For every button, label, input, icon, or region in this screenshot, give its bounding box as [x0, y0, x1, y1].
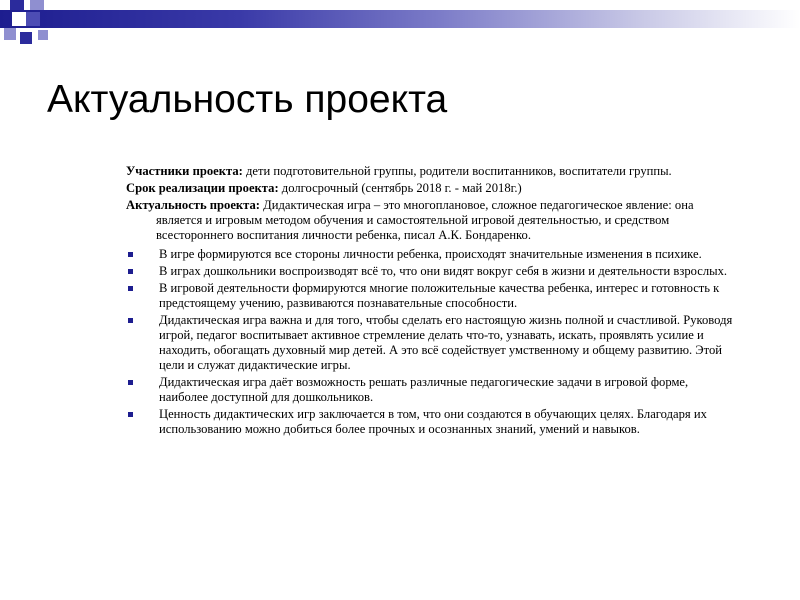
list-item: [126, 264, 736, 279]
relevance-label: Актуальность проекта:: [126, 198, 261, 212]
duration-label: Срок реализации проекта:: [126, 181, 279, 195]
slide-body: [126, 164, 736, 439]
decorative-square: [20, 32, 32, 44]
decorative-square: [10, 0, 24, 10]
square-bullet-icon: [128, 286, 133, 291]
bullet-text: В игровой деятельности формируются многие положительные качества ребенка, интерес и готовность к предстоящему учению, развиваются познавательные способности.: [159, 281, 720, 310]
bullet-text: В игре формируются все стороны личности ребенка, происходят значительные изменения в психике.: [159, 247, 702, 261]
square-bullet-icon: [128, 412, 133, 417]
participants-label: Участники проекта:: [126, 164, 243, 178]
participants-paragraph: [126, 164, 736, 179]
bullet-list: [126, 247, 736, 437]
square-bullet-icon: [128, 252, 133, 257]
slide-title: Актуальность проекта: [47, 78, 448, 121]
list-item: [126, 247, 736, 262]
participants-text: дети подготовительной группы, родители воспитанников, воспитатели группы.: [242, 164, 672, 178]
square-bullet-icon: [128, 318, 133, 323]
decorative-square: [4, 28, 16, 40]
list-item: [126, 313, 736, 373]
duration-paragraph: [126, 181, 736, 196]
decorative-band: [0, 10, 800, 28]
square-bullet-icon: [128, 269, 133, 274]
bullet-text: Дидактическая игра важна и для того, чтобы сделать его настоящую жизнь полной и счастливой. Руководя игрой, педагог воспитывает активное стремление делать что-то, узнавать, искать, проявлять усилие и находить, обогащать духовный мир детей. А это всё содействует умственному и общему развитию. Этой цели и служат дидактические игры.: [159, 313, 733, 372]
bullet-text: Дидактическая игра даёт возможность решать различные педагогические задачи в игровой форме, наиболее доступной для дошкольников.: [159, 375, 689, 404]
list-item: [126, 281, 736, 311]
list-item: [126, 407, 736, 437]
relevance-text: Дидактическая игра – это многоплановое, сложное педагогическое явление: она является и игровым методом обучения и самостоятельной игровой деятельностью, и средством всестороннего воспитания личности ребенка, писал А.К. Бондаренко.: [156, 198, 694, 242]
decorative-square: [12, 12, 26, 26]
decorative-square: [26, 12, 40, 26]
square-bullet-icon: [128, 380, 133, 385]
relevance-paragraph: [126, 198, 736, 243]
list-item: [126, 375, 736, 405]
bullet-text: Ценность дидактических игр заключается в том, что они создаются в обучающих целях. Благодаря их использованию можно добиться более прочных и осознанных знаний, умений и навыков.: [159, 407, 707, 436]
bullet-text: В играх дошкольники воспроизводят всё то, что они видят вокруг себя в жизни и деятельности взрослых.: [159, 264, 728, 278]
decorative-square: [30, 0, 44, 10]
duration-text: долгосрочный (сентябрь 2018 г. - май 2018г.): [278, 181, 522, 195]
decorative-square: [38, 30, 48, 40]
